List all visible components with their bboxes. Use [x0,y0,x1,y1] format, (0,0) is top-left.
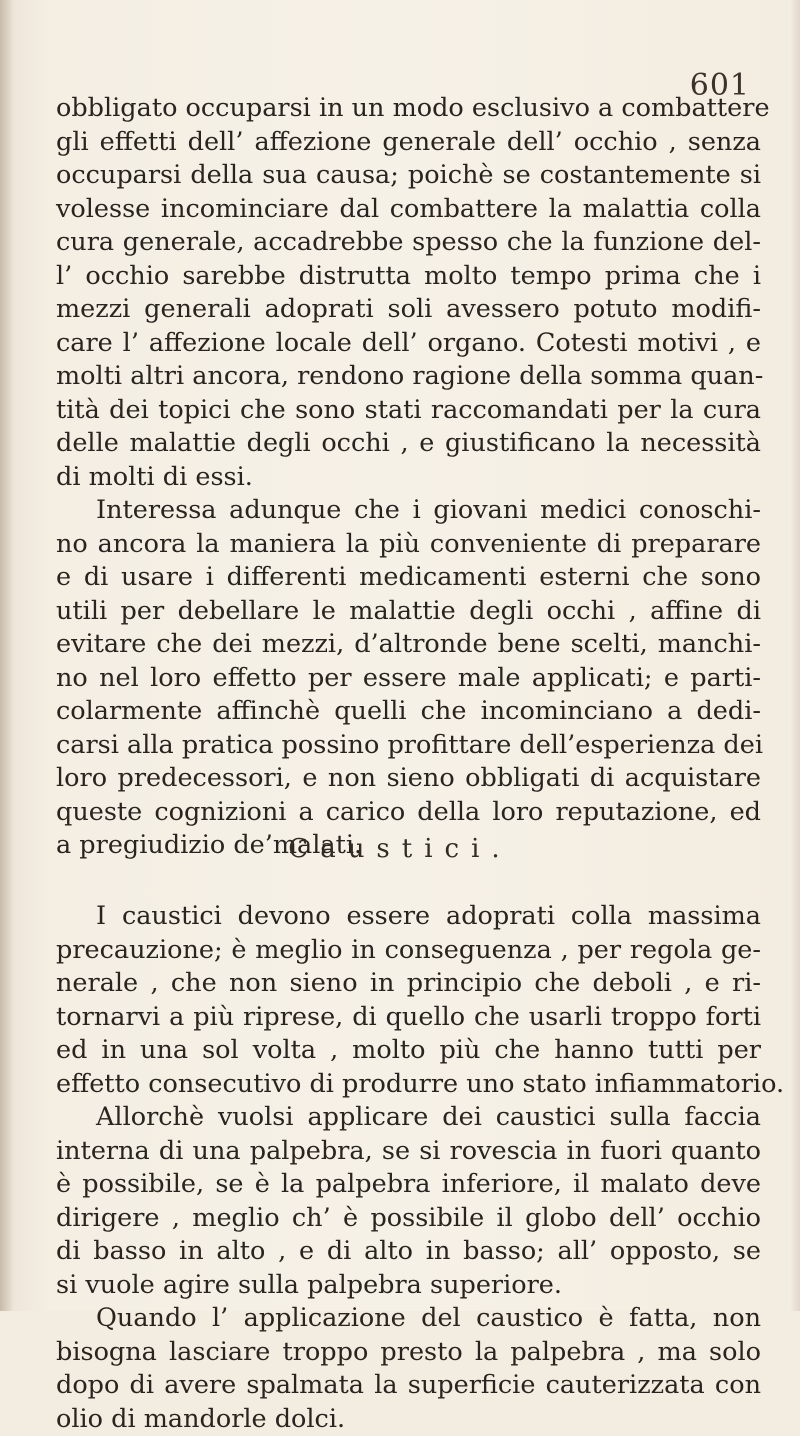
text-line: olio di mandorle dolci. [56,1403,761,1436]
text-line: effetto consecutivo di produrre uno stato infiammatorio. [56,1068,761,1102]
text-line: è possibile, se è la palpebra inferiore, il malato deve [56,1168,761,1202]
text-line: no nel loro effetto per essere male applicati; e parti- [56,662,761,696]
text-line: molti altri ancora, rendono ragione della somma quan- [56,360,761,394]
text-line: evitare che dei mezzi, d’altronde bene scelti, manchi- [56,628,761,662]
section-body [56,900,761,1436]
text-line: gli effetti dell’ affezione generale dell’ occhio , senza [56,126,761,160]
text-line: obbligato occuparsi in un modo esclusivo a combattere [56,92,761,126]
text-line: l’ occhio sarebbe distrutta molto tempo prima che i [56,260,761,294]
text-line: no ancora la maniera la più conveniente di preparare [56,528,761,562]
text-line: ed in una sol volta , molto più che hanno tutti per [56,1034,761,1068]
text-line: di molti di essi. [56,461,761,495]
text-line: e di usare i differenti medicamenti esterni che sono [56,561,761,595]
text-line: cura generale, accadrebbe spesso che la funzione del- [56,226,761,260]
text-line: dopo di avere spalmata la superficie cauterizzata con [56,1369,761,1403]
edge-shadow [790,0,800,1311]
text-line: si vuole agire sulla palpebra superiore. [56,1269,761,1303]
text-line: mezzi generali adoprati soli avessero potuto modifi- [56,293,761,327]
text-line: a pregiudizio de’malati. [56,829,761,863]
text-line: queste cognizioni a carico della loro reputazione, ed [56,796,761,830]
text-line: tità dei topici che sono stati raccomandati per la cura [56,394,761,428]
text-line: loro predecessori, e non sieno obbligati di acquistare [56,762,761,796]
text-line: precauzione; è meglio in conseguenza , per regola ge- [56,934,761,968]
text-line: Allorchè vuolsi applicare dei caustici sulla faccia [56,1101,761,1135]
text-line: interna di una palpebra, se si rovescia in fuori quanto [56,1135,761,1169]
text-line: I caustici devono essere adoprati colla massima [56,900,761,934]
text-line: Interessa adunque che i giovani medici conoschi- [56,494,761,528]
text-line: utili per debellare le malattie degli occhi , affine di [56,595,761,629]
binding-shadow [0,0,14,1311]
text-line: volesse incominciare dal combattere la malattia colla [56,193,761,227]
text-line: colarmente affinchè quelli che incominciano a dedi- [56,695,761,729]
paragraph-continuation [56,92,761,863]
text-line: Quando l’ applicazione del caustico è fatta, non [56,1302,761,1336]
text-line: delle malattie degli occhi , e giustificano la necessità [56,427,761,461]
section-heading-text: Caustici. [288,834,511,864]
text-line: di basso in alto , e di alto in basso; all’ opposto, se [56,1235,761,1269]
text-line: bisogna lasciare troppo presto la palpebra , ma solo [56,1336,761,1370]
text-line: nerale , che non sieno in principio che deboli , e ri- [56,967,761,1001]
text-line: dirigere , meglio ch’ è possibile il globo dell’ occhio [56,1202,761,1236]
text-line: occuparsi della sua causa; poichè se costantemente si [56,159,761,193]
section-heading [0,834,800,864]
text-line: carsi alla pratica possino profittare dell’esperienza dei [56,729,761,763]
text-line: care l’ affezione locale dell’ organo. Cotesti motivi , e [56,327,761,361]
page-number: 601 [690,68,750,103]
text-line: tornarvi a più riprese, di quello che usarli troppo forti [56,1001,761,1035]
